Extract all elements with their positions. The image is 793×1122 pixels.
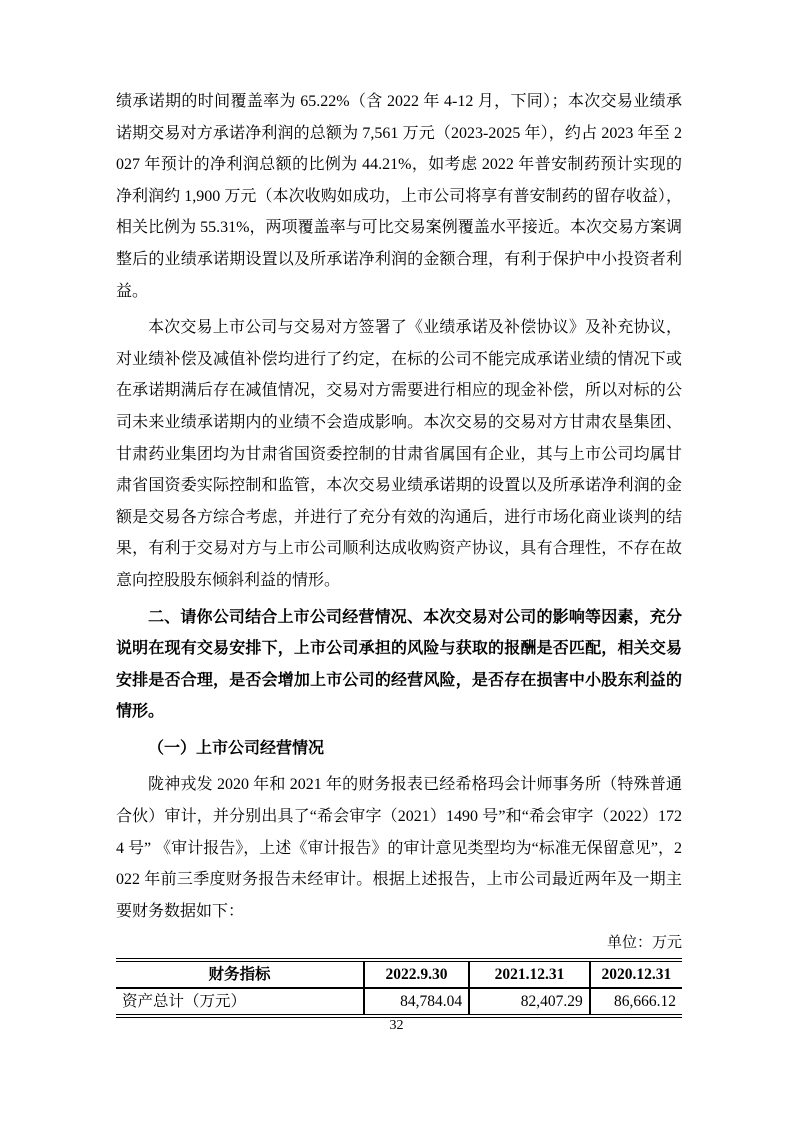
- cell-total-assets-2021-12-31: 82,407.29: [469, 988, 590, 1016]
- cell-total-assets-2022-9-30: 84,784.04: [364, 988, 469, 1016]
- table-header-indicator: 财务指标: [116, 960, 364, 988]
- cell-indicator-total-assets: 资产总计（万元）: [122, 993, 247, 1011]
- paragraph-audit-reports: 陇神戎发 2020 年和 2021 年的财务报表已经希格玛会计师事务所（特殊普通合伙）审计，并分别出具了“希会审字（2021）1490 号”和“希会审字（2022）1724 号” 《审计报告》，上述《审计报告》的审计意见类型均为“标准无保留意见”，2022 年前三季度财务报告未经审计。根据上述报告，上市公司最近两年及一期主要财务数据如下：: [116, 776, 682, 920]
- page-number: 32: [389, 1018, 404, 1033]
- table-header-2020-12-31: 2020.12.31: [590, 960, 682, 988]
- table-unit-note: 单位：万元: [606, 935, 682, 952]
- financial-data-table: [116, 958, 682, 1018]
- table-header-2022-9-30: 2022.9.30: [364, 960, 469, 988]
- paragraph-performance-commitment-coverage: 绩承诺期的时间覆盖率为 65.22%（含 2022 年 4-12 月，下同）；本次交易业绩承诺期交易对方承诺净利润的总额为 7,561 万元（2023-2025 年），约占 2023 年至 2027 年预计的净利润总额的比例为 44.21%，如考虑 2022 年普安制药预计实现的净利润约 1,900 万元（本次收购如成功，上市公司将享有普安制药的留存收益），相关比例为 55.31%，两项覆盖率与可比交易案例覆盖水平接近。本次交易方案调整后的业绩承诺期设置以及所承诺净利润的金额合理，有利于保护中小投资者利益。: [116, 93, 682, 300]
- subsection-heading-company-operations: （一）上市公司经营情况: [148, 739, 325, 757]
- section-heading-question-2: 二、请你公司结合上市公司经营情况、本次交易对公司的影响等因素，充分说明在现有交易安排下，上市公司承担的风险与获取的报酬是否匹配，相关交易安排是否合理，是否会增加上市公司的经营风险，是否存在损害中小股东利益的情形。: [116, 608, 682, 721]
- table-row-total-assets: [116, 988, 682, 1016]
- page-content: [116, 86, 682, 1018]
- table-header-2021-12-31: 2021.12.31: [469, 960, 590, 988]
- table-header-row: [116, 960, 682, 988]
- paragraph-compensation-agreement: 本次交易上市公司与交易对方签署了《业绩承诺及补偿协议》及补充协议，对业绩补偿及减值补偿均进行了约定，在标的公司不能完成承诺业绩的情况下或在承诺期满后存在减值情况，交易对方需要进行相应的现金补偿，所以对标的公司未来业绩承诺期内的业绩不会造成影响。本次交易的交易对方甘肃农垦集团、甘肃药业集团均为甘肃省国资委控制的甘肃省属国有企业，其与上市公司均属甘肃省国资委实际控制和监管，本次交易业绩承诺期的设置以及所承诺净利润的金额是交易各方综合考虑，并进行了充分有效的沟通后，进行市场化商业谈判的结果，有利于交易对方与上市公司顺利达成收购资产协议，具有合理性，不存在故意向控股股东倾斜利益的情形。: [116, 319, 682, 589]
- cell-total-assets-2020-12-31: 86,666.12: [590, 988, 682, 1016]
